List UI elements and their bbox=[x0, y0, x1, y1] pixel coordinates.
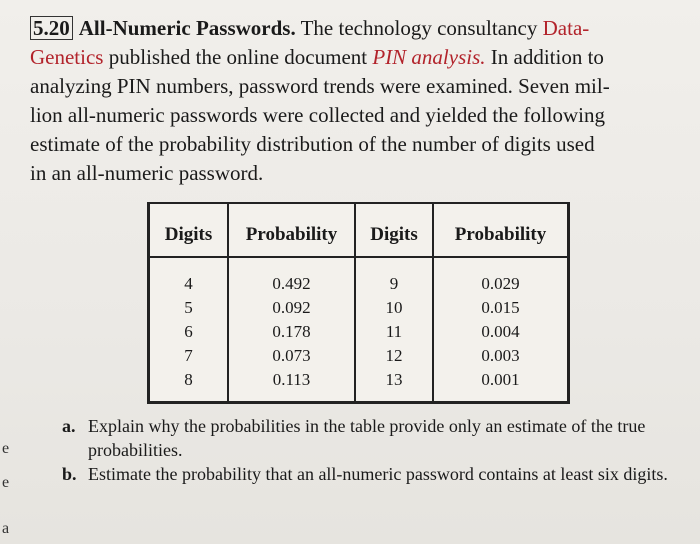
column-digits-1 bbox=[150, 272, 227, 392]
header-digits-1: Digits bbox=[164, 224, 213, 245]
text-run: lion all-numeric passwords were collected and yielded the following bbox=[30, 103, 605, 127]
table-cell: 0.004 bbox=[481, 322, 520, 341]
question-b bbox=[62, 462, 682, 486]
table-cell: 8 bbox=[184, 370, 193, 389]
question-text: Estimate the probability that an all-numeric password contains at least six digits. bbox=[88, 464, 668, 484]
question-text: Explain why the probabilities in the table provide only an estimate of the true probabilities. bbox=[88, 416, 646, 460]
column-digits-2 bbox=[356, 272, 432, 392]
probability-table bbox=[147, 202, 570, 404]
highlighted-term: PIN analysis. bbox=[372, 45, 486, 69]
table-cell: 0.029 bbox=[481, 274, 520, 293]
header-probability-2: Probability bbox=[454, 224, 547, 245]
table-cell: 0.178 bbox=[272, 322, 311, 341]
table-cell: 4 bbox=[184, 274, 193, 293]
problem-line-first bbox=[30, 14, 680, 43]
problem-text-line bbox=[296, 16, 590, 40]
table-cell: 0.001 bbox=[481, 370, 520, 389]
header-rule bbox=[150, 256, 567, 258]
margin-mark: e bbox=[2, 440, 10, 457]
table-cell: 11 bbox=[385, 322, 403, 341]
text-run: estimate of the probability distribution of the number of digits used bbox=[30, 132, 595, 156]
question-letter: b. bbox=[62, 464, 77, 484]
question-letter: a. bbox=[62, 416, 76, 436]
table-cell: 7 bbox=[184, 346, 193, 365]
table-cell: 0.113 bbox=[272, 370, 311, 389]
problem-text-line bbox=[30, 130, 680, 159]
problem-text-line bbox=[30, 101, 680, 130]
text-run: The technology consultancy bbox=[295, 16, 543, 40]
table-cell: 0.015 bbox=[481, 298, 520, 317]
table-cell: 12 bbox=[385, 346, 403, 365]
table-cell: 0.492 bbox=[272, 274, 311, 293]
header-probability-1: Probability bbox=[245, 224, 338, 245]
question-a bbox=[62, 414, 682, 462]
problem-text-line bbox=[30, 43, 680, 72]
highlighted-term: Genetics bbox=[30, 45, 104, 69]
table-cell: 13 bbox=[385, 370, 403, 389]
question-list bbox=[62, 414, 682, 486]
text-run: published the online document bbox=[103, 45, 373, 69]
table-cell: 6 bbox=[184, 322, 193, 341]
problem-text-line bbox=[30, 72, 680, 101]
text-run: analyzing PIN numbers, password trends were examined. Seven mil- bbox=[30, 74, 610, 98]
table-cell: 0.003 bbox=[481, 346, 520, 365]
column-probability-1 bbox=[229, 272, 354, 392]
problem-number: 5.20 bbox=[30, 16, 73, 40]
text-run: in an all-numeric password. bbox=[30, 161, 264, 185]
table-cell: 0.092 bbox=[272, 298, 311, 317]
header-digits-2: Digits bbox=[370, 224, 418, 245]
table-cell: 0.073 bbox=[272, 346, 311, 365]
text-run: In addition to bbox=[485, 45, 604, 69]
margin-mark: e bbox=[2, 474, 10, 491]
table-cell: 10 bbox=[385, 298, 403, 317]
column-probability-2 bbox=[434, 272, 567, 392]
table-cell: 5 bbox=[184, 298, 193, 317]
problem-statement bbox=[30, 14, 680, 188]
problem-text-line bbox=[30, 159, 680, 188]
margin-mark: a bbox=[2, 520, 10, 537]
table-cell: 9 bbox=[389, 274, 399, 293]
problem-title: All-Numeric Passwords. bbox=[78, 16, 296, 40]
highlighted-term: Data- bbox=[542, 16, 590, 40]
